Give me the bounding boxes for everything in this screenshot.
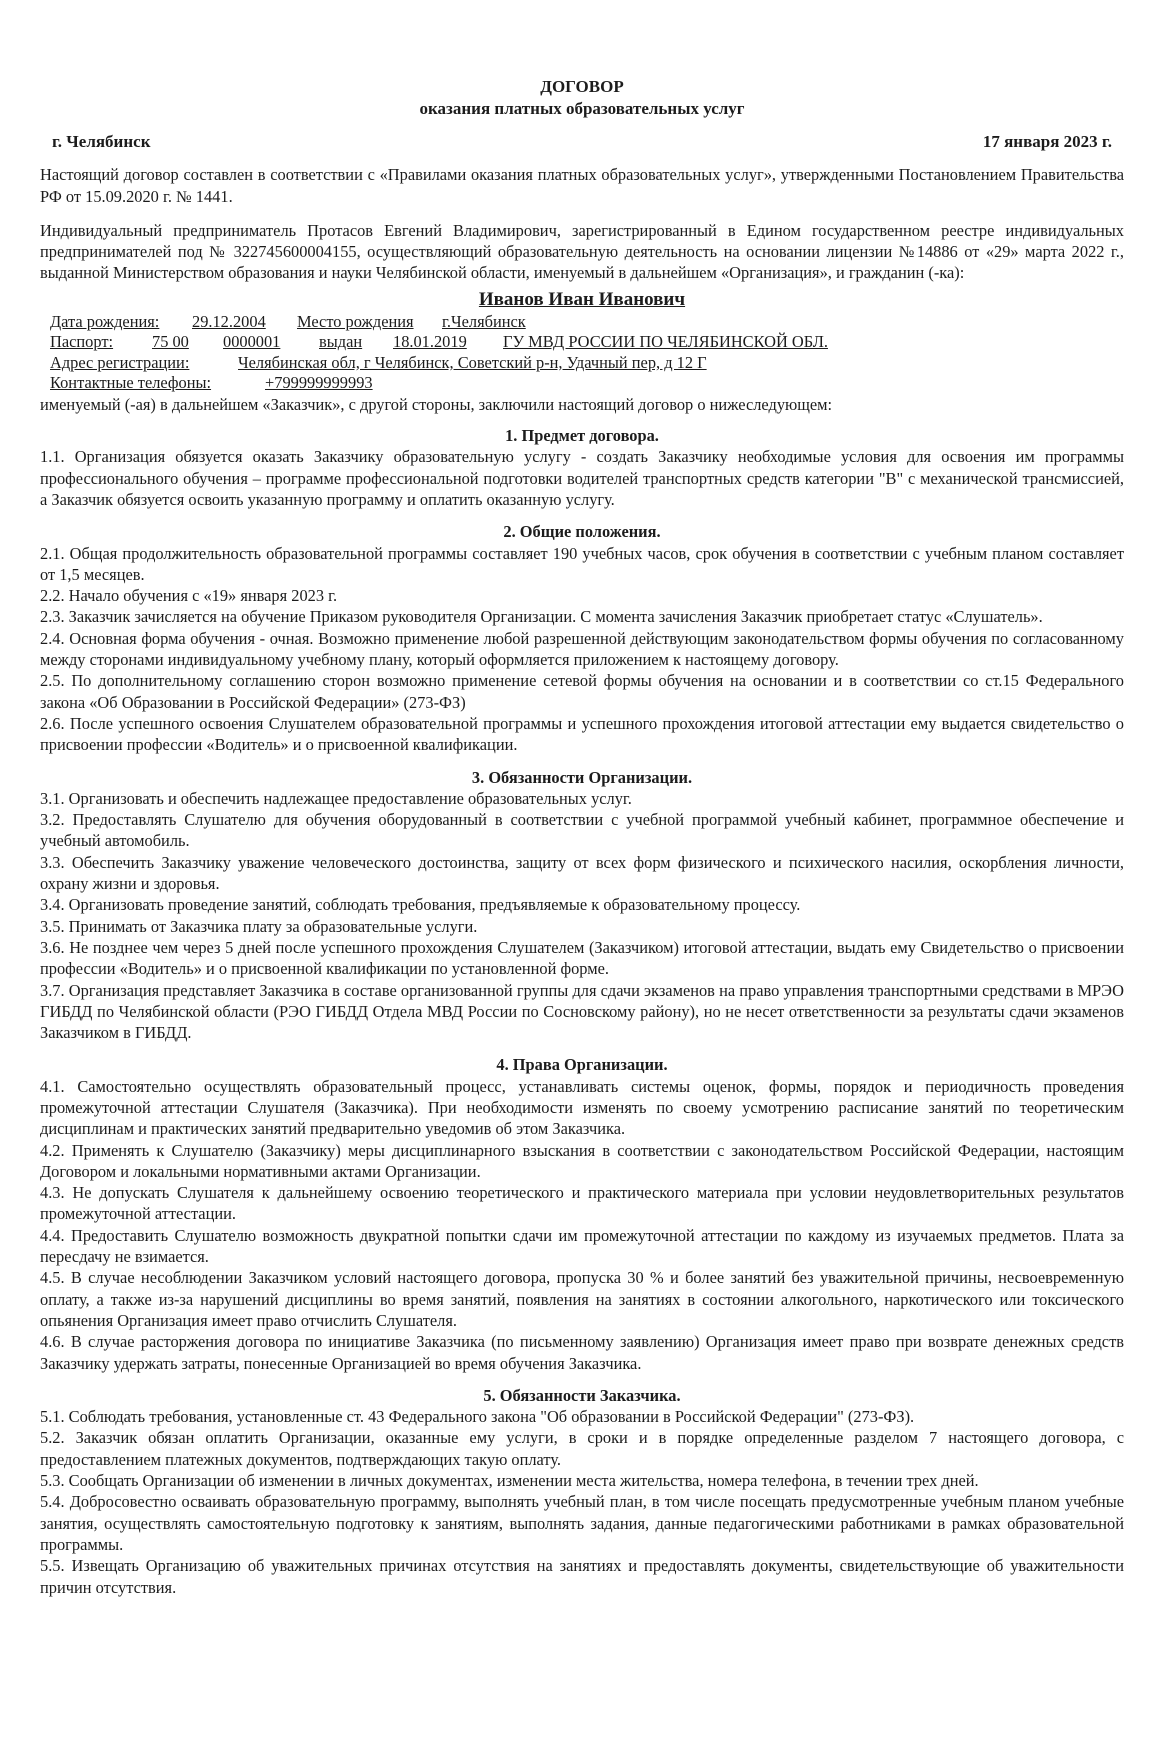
section-2-title: 2. Общие положения.: [503, 522, 661, 542]
clause-4-3: 4.3. Не допускать Слушателя к дальнейшему освоению теоретического и практического материала при условии неудовлетворительных результатов промежуточной аттестации.: [40, 1183, 1124, 1224]
phone-row: [40, 373, 1124, 394]
birthplace-value: г.Челябинск: [442, 311, 526, 331]
address-label: Адрес регистрации:: [50, 352, 190, 372]
clause-5-4: 5.4. Добросовестно осваивать образовательную программу, выполнять учебный план, в том числе посещать предусмотренные учебным планом учебные занятия, осуществлять самостоятельную подготовку к занятиям, выполнять задания, данные педагогическими работниками в рамках образовательной программы.: [40, 1492, 1124, 1554]
clause-3-4: 3.4. Организовать проведение занятий, соблюдать требования, предъявляемые к образовательному процессу.: [40, 895, 801, 915]
clause-5-1: 5.1. Соблюдать требования, установленные ст. 43 Федерального закона "Об образовании в Российской Федерации" (273-ФЗ).: [40, 1407, 915, 1427]
birthplace-label: Место рождения: [297, 311, 414, 331]
clause-3-7: 3.7. Организация представляет Заказчика в составе организованной группы для сдачи экзаменов на право управления транспортными средствами в МРЭО ГИБДД по Челябинской области (РЭО ГИБДД Отдела МВД России по Сосновскому району), но не несет ответственности за результаты сдачи экзаменов Заказчиком в ГИБДД.: [40, 980, 1124, 1043]
clause-4-1: 4.1. Самостоятельно осуществлять образовательный процесс, устанавливать системы оценок, формы, порядок и периодичность проведения промежуточной аттестации Слушателя (Заказчика). При необходимости изменять по своему усмотрению расписание занятий по теоретическим дисциплинам и практических занятий предварительно уведомив об этом Заказчика.: [40, 1076, 1124, 1139]
section-5-title: 5. Обязанности Заказчика.: [483, 1385, 681, 1405]
clause-3-1: 3.1. Организовать и обеспечить надлежащее предоставление образовательных услуг.: [40, 788, 632, 808]
address-value: Челябинская обл, г Челябинск, Советский р-н, Удачный пер, д 12 Г: [238, 352, 707, 372]
contract-date: 17 января 2023 г.: [982, 132, 1112, 151]
client-designation-paragraph: именуемый (-ая) в дальнейшем «Заказчик», с другой стороны, заключили настоящий договор о нижеследующем:: [40, 394, 833, 414]
city: г. Челябинск: [52, 132, 151, 151]
passport-series: 75 00: [152, 332, 189, 352]
clause-2-1: 2.1. Общая продолжительность образовательной программы составляет 190 учебных часов, срок обучения в соответствии с учебным планом составляет от 1,5 месяцев.: [40, 543, 1124, 584]
client-name: [40, 288, 1124, 312]
place-date-row: [40, 131, 1124, 152]
organization-paragraph: Индивидуальный предприниматель Протасов Евгений Владимирович, зарегистрированный в Едином государственном реестре индивидуальных предпринимателей под № 322745600004155, осуществляющий образовательную деятельность на основании лицензии №14886 от «29» марта 2022 г., выданной Министерством образования и науки Челябинской области, именуемый в дальнейшем «Организация», и гражданин (-ка):: [40, 220, 1124, 283]
clause-3-3: 3.3. Обеспечить Заказчику уважение человеческого достоинства, защиту от всех форм физического и психического насилия, оскорбления личности, охрану жизни и здоровья.: [40, 852, 1124, 894]
clause-2-5: 2.5. По дополнительному соглашению сторон возможно применение сетевой формы обучения на основании и в соответствии со ст.15 Федерального закона «Об Образовании в Российской Федерации» (273-ФЗ): [40, 671, 1124, 712]
clause-4-2: 4.2. Применять к Слушателю (Заказчику) меры дисциплинарного взыскания в соответствии с законодательством Российской Федерации, настоящим Договором и локальными нормативными актами Организации.: [40, 1140, 1124, 1181]
passport-row: [40, 332, 1124, 353]
document-title: ДОГОВОР: [540, 77, 624, 96]
issued-label: выдан: [319, 332, 363, 352]
clause-2-4: 2.4. Основная форма обучения - очная. Возможно применение любой разрешенной действующим законодательством формы обучения по согласованному между сторонами индивидуальному учебному плану, который оформляется приложением к настоящему договору.: [40, 628, 1124, 670]
clause-2-6: 2.6. После успешного освоения Слушателем образовательной программы и успешного прохождения итоговой аттестации ему выдается свидетельство о присвоении профессии «Водитель» и о присвоенной квалификации.: [40, 713, 1124, 755]
document-subtitle: оказания платных образовательных услуг: [419, 99, 745, 118]
phone-label: Контактные телефоны:: [50, 373, 212, 393]
clause-3-6: 3.6. Не позднее чем через 5 дней после успешного прохождения Слушателем (Заказчиком) итоговой аттестации, выдать ему Свидетельство о присвоении профессии «Водитель» и о присвоенной квалификации по установленной форме.: [40, 937, 1124, 979]
birth-date-label: Дата рождения:: [50, 311, 160, 331]
address-row: [40, 353, 1124, 374]
section-1-title: 1. Предмет договора.: [505, 426, 659, 446]
passport-number: 0000001: [223, 332, 281, 352]
passport-label: Паспорт:: [50, 332, 114, 352]
phone-value: +799999999993: [265, 373, 373, 393]
issued-date: 18.01.2019: [393, 332, 467, 352]
clause-2-2: 2.2. Начало обучения с «19» января 2023 г.: [40, 586, 338, 606]
clause-3-5: 3.5. Принимать от Заказчика плату за образовательные услуги.: [40, 916, 478, 936]
clause-5-5: 5.5. Извещать Организацию об уважительных причинах отсутствия на занятиях и предоставлять документы, свидетельствующие об уважительности причин отсутствия.: [40, 1556, 1124, 1597]
section-4-title: 4. Права Организации.: [496, 1055, 668, 1075]
clause-3-2: 3.2. Предоставлять Слушателю для обучения оборудованный в соответствии с учебной программой учебный кабинет, программное обеспечение и учебный автомобиль.: [40, 810, 1124, 851]
birth-date-value: 29.12.2004: [192, 311, 266, 331]
clause-5-2: 5.2. Заказчик обязан оплатить Организации, оказанные ему услуги, в сроки и в порядке определенные разделом 7 настоящего договора, с предоставлением платежных документов, подтверждающих такую оплату.: [40, 1428, 1124, 1469]
clause-4-5: 4.5. В случае несоблюдении Заказчиком условий настоящего договора, пропуска 30 % и более занятий без уважительной причины, несвоевременную оплату, а также из-за нарушений дисциплины во время занятий, появления на занятиях в состоянии алкогольного, наркотического или токсического опьянения Организация имеет право отчислить Слушателя.: [40, 1268, 1124, 1330]
issued-by: ГУ МВД РОССИИ ПО ЧЕЛЯБИНСКОЙ ОБЛ.: [503, 332, 828, 352]
birth-row: [40, 312, 1124, 333]
clause-4-6: 4.6. В случае расторжения договора по инициативе Заказчика (по письменному заявлению) Организация имеет право при возврате денежных средств Заказчику удержать затраты, понесенные Организацией во время обучения Заказчика.: [40, 1332, 1124, 1373]
section-3-title: 3. Обязанности Организации.: [471, 767, 693, 787]
intro-paragraph: Настоящий договор составлен в соответствии с «Правилами оказания платных образовательных услуг», утвержденными Постановлением Правительства РФ от 15.09.2020 г. № 1441.: [40, 165, 1124, 206]
clause-5-3: 5.3. Сообщать Организации об изменении в личных документах, изменении места жительства, номера телефона, в течении трех дней.: [40, 1471, 979, 1491]
clause-2-3: 2.3. Заказчик зачисляется на обучение Приказом руководителя Организации. С момента зачисления Заказчик приобретает статус «Слушатель».: [40, 607, 1043, 627]
client-name-text: Иванов Иван Иванович: [478, 288, 686, 310]
clause-1-1: 1.1. Организация обязуется оказать Заказчику образовательную услугу - создать Заказчику необходимые условия для освоения им программы профессионального обучения – программе профессиональной подготовки водителей транспортных средств категории "В" с механической трансмиссией, а Заказчик обязуется освоить указанную программу и оплатить оказанную услугу.: [40, 447, 1124, 509]
clause-4-4: 4.4. Предоставить Слушателю возможность двукратной попытки сдачи им промежуточной аттестации по каждому из изучаемых предметов. Плата за пересдачу не взимается.: [40, 1225, 1124, 1267]
